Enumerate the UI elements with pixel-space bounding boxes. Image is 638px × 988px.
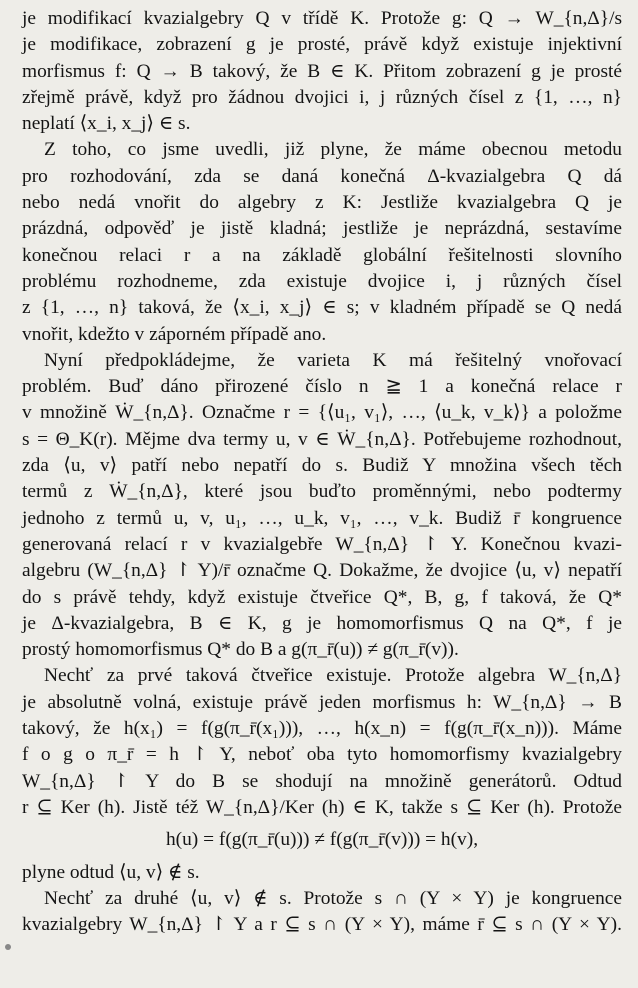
text-line: morfismus f: Q → B takový, že B ∈ K. Přitom zobrazení g je prosté [22, 60, 622, 82]
text-line: plyne odtud ⟨u, v⟩ ∉ s. [22, 861, 200, 883]
text-line: generovaná relací r v kvazialgebře W_{n,Δ} ↾ Y. Konečnou kvazi- [22, 533, 622, 555]
text-line: W_{n,Δ} ↾ Y do B se shodují na množině generátorů. Odtud [22, 770, 622, 792]
text-line: jednoho z termů u, v, u₁, …, u_k, v₁, …, v_k. Budiž r̄ kongruence [22, 507, 622, 529]
text-line: h(u) = f(g(π_r̄(u))) ≠ f(g(π_r̄(v))) = h(v), [165, 829, 479, 851]
text-line: je modifikace, zobrazení g je prosté, právě když existuje injektivní [22, 34, 622, 56]
text-line: je modifikací kvazialgebry Q v třídě K. Protože g: Q → W_{n,Δ}/s [22, 8, 622, 29]
text-line: neplatí ⟨x_i, x_j⟩ ∈ s. [22, 113, 191, 135]
text-line: takový, že h(x₁) = f(g(π_r̄(x₁))), …, h(x_n) = f(g(π_r̄(x_n))). Máme [22, 718, 622, 740]
text-line: prázdná, odpověď je jistě kladná; jestliže je neprázdná, sestavíme [22, 218, 622, 240]
page-text [22, 6, 622, 938]
text-line: do s právě tehdy, když existuje čtveřice Q*, B, g, f taková, že Q* [22, 586, 622, 608]
text-line: f o g o π_r̄ = h ↾ Y, neboť oba tyto homomorfismy kvazialgebry [22, 744, 622, 766]
text-line: termů z Ẇ_{n,Δ}, které jsou buďto proměnnými, nebo podtermy [22, 481, 622, 503]
text-line: Nyní předpokládejme, že varieta K má řešitelný vnořovací [44, 349, 622, 371]
text-line: pro rozhodování, zda se daná konečná Δ-kvazialgebra Q dá [22, 165, 622, 187]
text-line: problém. Buď dáno přirozené číslo n ≧ 1 a konečná relace r [22, 376, 622, 398]
text-line: zřejmě právě, když pro žádnou dvojici i, j různých čísel z {1, …, n} [22, 86, 622, 108]
text-line: v množině Ẇ_{n,Δ}. Označme r = {⟨u₁, v₁⟩, …, ⟨u_k, v_k⟩} a položme [22, 402, 622, 424]
text-line: konečnou relaci r a na základě globální řešitelnosti slovního [22, 244, 622, 266]
text-line: kvazialgebry W_{n,Δ} ↾ Y a r ⊆ s ∩ (Y × Y), máme r̄ ⊆ s ∩ (Y × Y). [22, 914, 622, 936]
text-line: z {1, …, n} taková, že ⟨x_i, x_j⟩ ∈ s; v kladném případě se Q nedá [22, 297, 622, 319]
text-line: Nechť za druhé ⟨u, v⟩ ∉ s. Protože s ∩ (Y × Y) je kongruence [44, 887, 622, 909]
text-line: Nechť za prvé taková čtveřice existuje. Protože algebra W_{n,Δ} [44, 665, 622, 687]
text-line: Z toho, co jsme uvedli, již plyne, že máme obecnou metodu [44, 139, 622, 161]
text-line: prostý homomorfismus Q* do B a g(π_r̄(u)) ≠ g(π_r̄(v)). [22, 639, 459, 661]
text-line: je absolutně volná, existuje právě jeden morfismus h: W_{n,Δ} → B [22, 691, 622, 713]
text-line: zda ⟨u, v⟩ patří nebo nepatří do s. Budiž Y množina všech těch [22, 455, 622, 477]
text-line: problému rozhodneme, zda existuje dvojice i, j různých čísel [22, 270, 622, 292]
text-line: s = Θ_K(r). Mějme dva termy u, v ∈ Ẇ_{n,Δ}. Potřebujeme rozhodnout, [22, 428, 622, 450]
text-line: algebru (W_{n,Δ} ↾ Y)/r̄ označme Q. Dokažme, že dvojice ⟨u, v⟩ nepatří [22, 560, 622, 582]
margin-dot [5, 944, 11, 950]
text-line: r ⊆ Ker (h). Jistě též W_{n,Δ}/Ker (h) ∈ K, takže s ⊆ Ker (h). Protože [22, 796, 622, 818]
text-line: je Δ-kvazialgebra, B ∈ K, g je homomorfismus Q na Q*, f je [22, 612, 622, 634]
text-line: nebo nedá vnořit do algebry z K: Jestliže kvazialgebra Q je [22, 192, 622, 214]
text-line: vnořit, kdežto v záporném případě ano. [22, 323, 327, 345]
